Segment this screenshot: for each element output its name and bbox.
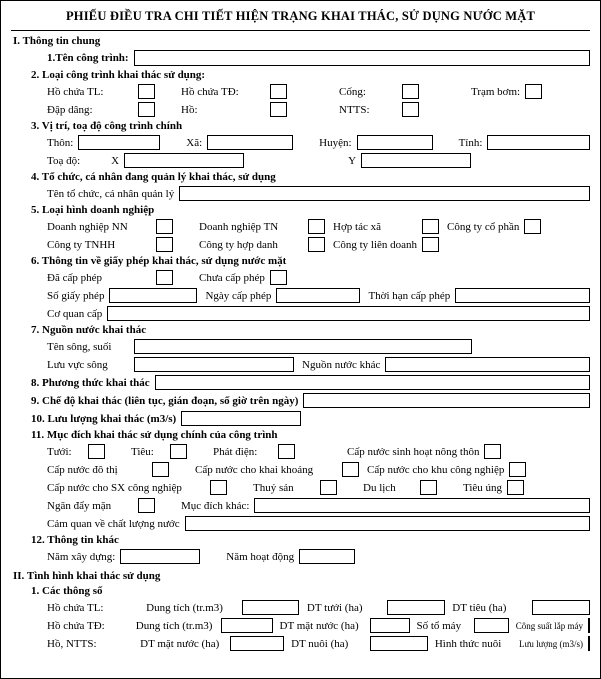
input-x[interactable] xyxy=(124,153,244,168)
row-river-name xyxy=(11,339,590,354)
label-huyen: Huyện: xyxy=(319,136,352,149)
label-cty-tnhh: Công ty TNHH xyxy=(47,238,116,251)
label-agency: Cơ quan cấp xyxy=(47,307,103,320)
label-license-date: Ngày cấp phép xyxy=(205,289,272,302)
label-cn-do-thi: Cấp nước đô thị xyxy=(47,463,118,476)
label-project-name: 1.Tên công trình: xyxy=(47,52,129,64)
item-5-heading: 5. Loại hình doanh nghiệp xyxy=(31,204,155,216)
label-luu-luong: Lưu lượng (m3/s) xyxy=(518,638,583,649)
label-operate-year: Năm hoạt động xyxy=(226,550,295,563)
input-manager[interactable] xyxy=(179,186,590,201)
label-so-to-may: Số tổ máy xyxy=(416,619,462,632)
input-project-name[interactable] xyxy=(134,50,590,66)
item-11-heading: 11. Mục đích khai thác sử dụng chính của công trình xyxy=(31,429,278,441)
label-htx: Hợp tác xã xyxy=(333,220,381,233)
label-x: X xyxy=(111,154,120,167)
label-dt-tieu: DT tiêu (ha) xyxy=(452,601,507,614)
checkbox-tuoi[interactable] xyxy=(88,444,105,459)
checkbox-dn-nn[interactable] xyxy=(156,219,173,234)
input-license-date[interactable] xyxy=(276,288,360,303)
input-dung-tich-tl[interactable] xyxy=(242,600,300,615)
checkbox-da-cap-phep[interactable] xyxy=(156,270,173,285)
label-tuoi: Tưới: xyxy=(47,445,72,458)
checkbox-chua-cap-phep[interactable] xyxy=(270,270,287,285)
checkbox-cty-tnhh[interactable] xyxy=(156,237,173,252)
input-license-no[interactable] xyxy=(109,288,197,303)
label-da-cap-phep: Đã cấp phép xyxy=(47,271,102,284)
label-dung-tich-tl: Dung tích (tr.m3) xyxy=(146,601,223,614)
label-basin: Lưu vực sông xyxy=(47,358,108,371)
label-dt-mat-nuoc-ntts: DT mặt nước (ha) xyxy=(140,637,220,650)
label-license-no: Số giấy phép xyxy=(47,289,105,302)
checkbox-ho[interactable] xyxy=(270,102,287,117)
item-4-heading: 4. Tổ chức, cá nhân đang quản lý khai thác, sử dụng xyxy=(31,171,276,183)
input-agency[interactable] xyxy=(107,306,590,321)
label-cn-sinh-hoat-nt: Cấp nước sinh hoạt nông thôn xyxy=(347,445,480,458)
row-location xyxy=(11,135,590,150)
checkbox-du-lich[interactable] xyxy=(420,480,437,495)
checkbox-htx[interactable] xyxy=(422,219,439,234)
row-license-agency xyxy=(11,306,590,321)
row-basin xyxy=(11,357,590,372)
table-row-ho-chua-td xyxy=(11,618,590,633)
checkbox-cty-ld[interactable] xyxy=(422,237,439,252)
label-cty-cp: Công ty cổ phần xyxy=(447,220,520,233)
label-dn-nn: Doanh nghiệp NN xyxy=(47,220,128,233)
label-row-ho-ntts: Hồ, NTTS: xyxy=(47,637,97,650)
label-water-quality: Cảm quan về chất lượng nước xyxy=(47,517,180,530)
label-tram-bom: Trạm bơm: xyxy=(471,85,521,98)
label-cn-sx-cn: Cấp nước cho SX công nghiệp xyxy=(47,481,182,494)
row-license-status xyxy=(11,270,590,285)
row-water-quality xyxy=(11,516,590,531)
row-salt-other xyxy=(11,498,590,513)
label-y: Y xyxy=(348,154,357,167)
input-extraction-method[interactable] xyxy=(155,375,590,390)
label-build-year: Năm xây dựng: xyxy=(47,550,116,563)
checkbox-cn-do-thi[interactable] xyxy=(152,462,169,477)
input-other-source[interactable] xyxy=(385,357,590,372)
label-other-purpose: Mục đích khác: xyxy=(181,499,250,512)
input-dt-nuoi[interactable] xyxy=(370,636,428,651)
section-1-heading: I. Thông tin chung xyxy=(13,35,101,47)
label-xa: Xã: xyxy=(186,136,203,149)
input-extraction-regime[interactable] xyxy=(303,393,590,408)
input-river[interactable] xyxy=(134,339,472,354)
table-row-ho-ntts xyxy=(11,636,590,651)
label-cn-kcn: Cấp nước cho khu công nghiệp xyxy=(367,463,505,476)
checkbox-tieu[interactable] xyxy=(170,444,187,459)
input-dung-tich-td[interactable] xyxy=(221,618,273,633)
label-license-term: Thời hạn cấp phép xyxy=(368,289,451,302)
label-thon: Thôn: xyxy=(47,136,74,149)
row-coordinates xyxy=(11,153,590,168)
input-dt-tieu[interactable] xyxy=(532,600,590,615)
row-business-type-1 xyxy=(11,219,590,234)
checkbox-phat-dien[interactable] xyxy=(278,444,295,459)
input-flow-rate[interactable] xyxy=(181,411,301,426)
checkbox-dn-tn[interactable] xyxy=(308,219,325,234)
item-2-heading: 2. Loại công trình khai thác sử dụng: xyxy=(31,69,206,81)
label-cty-hd: Công ty hợp danh xyxy=(199,238,278,251)
input-y[interactable] xyxy=(361,153,471,168)
row-purpose-2 xyxy=(11,462,590,477)
row-work-type-1 xyxy=(11,84,590,99)
input-luu-luong[interactable] xyxy=(588,636,590,651)
input-xa[interactable] xyxy=(207,135,293,150)
checkbox-dap-dang[interactable] xyxy=(138,102,155,117)
input-basin[interactable] xyxy=(134,357,294,372)
label-other-source: Nguồn nước khác xyxy=(302,358,381,371)
section-2-heading: II. Tình hình khai thác sử dụng xyxy=(13,570,161,582)
label-cty-ld: Công ty liên doanh xyxy=(333,238,418,251)
input-build-year[interactable] xyxy=(120,549,200,564)
label-row-ho-chua-tl: Hồ chứa TL: xyxy=(47,601,104,614)
row-item-8 xyxy=(11,375,590,390)
row-item-9 xyxy=(11,393,590,408)
checkbox-cn-khai-khoang[interactable] xyxy=(342,462,359,477)
input-dt-mat-nuoc-td[interactable] xyxy=(370,618,410,633)
label-river: Tên sông, suối xyxy=(47,340,112,353)
row-work-type-2 xyxy=(11,102,590,117)
input-dt-mat-nuoc-ntts[interactable] xyxy=(230,636,284,651)
row-manager xyxy=(11,186,590,201)
checkbox-thuy-san[interactable] xyxy=(320,480,337,495)
section-2-item-1-heading: 1. Các thông số xyxy=(31,585,103,597)
label-manager: Tên tổ chức, cá nhân quản lý xyxy=(47,187,175,200)
label-toa-do: Toạ độ: xyxy=(47,154,81,167)
checkbox-tram-bom[interactable] xyxy=(525,84,542,99)
label-ntts: NTTS: xyxy=(339,103,370,116)
item-6-heading: 6. Thông tin về giấy phép khai thác, sử dụng nước mặt xyxy=(31,255,287,267)
input-water-quality[interactable] xyxy=(185,516,590,531)
checkbox-cn-sinh-hoat-nt[interactable] xyxy=(484,444,501,459)
item-3-heading: 3. Vị trí, toạ độ công trình chính xyxy=(31,120,183,132)
row-purpose-1 xyxy=(11,444,590,459)
checkbox-ngan-day-man[interactable] xyxy=(138,498,155,513)
label-ho: Hồ: xyxy=(181,103,198,116)
checkbox-tieu-ung[interactable] xyxy=(507,480,524,495)
checkbox-ho-chua-tl[interactable] xyxy=(138,84,155,99)
label-dt-tuoi: DT tưới (ha) xyxy=(306,601,363,614)
checkbox-cty-cp[interactable] xyxy=(524,219,541,234)
label-cong-suat-lap-may: Công suất lắp máy xyxy=(515,620,584,631)
input-so-to-may[interactable] xyxy=(474,618,508,633)
table-row-ho-chua-tl xyxy=(11,600,590,615)
label-du-lich: Du lịch xyxy=(363,481,396,494)
label-dn-tn: Doanh nghiệp TN xyxy=(199,220,279,233)
label-hinh-thuc-nuoi: Hình thức nuôi xyxy=(434,637,502,650)
label-dt-nuoi: DT nuôi (ha) xyxy=(291,637,349,650)
input-huyen[interactable] xyxy=(357,135,433,150)
label-phat-dien: Phát điện: xyxy=(213,445,258,458)
checkbox-ho-chua-td[interactable] xyxy=(270,84,287,99)
row-years xyxy=(11,549,590,564)
input-operate-year[interactable] xyxy=(299,549,355,564)
input-license-term[interactable] xyxy=(455,288,590,303)
checkbox-cong[interactable] xyxy=(402,84,419,99)
item-10-heading: 10. Lưu lượng khai thác (m3/s) xyxy=(31,412,177,425)
item-12-heading: 12. Thông tin khác xyxy=(31,534,119,546)
label-thuy-san: Thuỷ sản xyxy=(253,481,294,494)
checkbox-ntts[interactable] xyxy=(402,102,419,117)
page-title: PHIẾU ĐIỀU TRA CHI TIẾT HIỆN TRẠNG KHAI THÁC, SỬ DỤNG NƯỚC MẶT xyxy=(65,9,536,23)
input-dt-tuoi[interactable] xyxy=(387,600,445,615)
item-9-heading: 9. Chế độ khai thác (liên tục, gián đoạn, số giờ trên ngày) xyxy=(31,394,299,407)
label-cn-khai-khoang: Cấp nước cho khai khoáng xyxy=(195,463,314,476)
label-dung-tich-td: Dung tích (tr.m3) xyxy=(135,619,213,632)
label-cong: Cống: xyxy=(339,85,366,98)
item-7-heading: 7. Nguồn nước khai thác xyxy=(31,324,147,336)
label-ho-chua-tl: Hồ chứa TL: xyxy=(47,85,104,98)
row-business-type-2 xyxy=(11,237,590,252)
label-tinh: Tỉnh: xyxy=(458,136,483,149)
label-dt-mat-nuoc-td: DT mặt nước (ha) xyxy=(279,619,359,632)
checkbox-cn-kcn[interactable] xyxy=(509,462,526,477)
row-purpose-3 xyxy=(11,480,590,495)
input-other-purpose[interactable] xyxy=(254,498,590,513)
label-tieu-ung: Tiêu úng xyxy=(463,481,503,494)
label-tieu: Tiêu: xyxy=(131,445,154,458)
title-divider xyxy=(11,30,590,31)
input-tinh[interactable] xyxy=(487,135,590,150)
row-item-10 xyxy=(11,411,590,426)
checkbox-cn-sx-cn[interactable] xyxy=(210,480,227,495)
label-ngan-day-man: Ngăn đẩy mặn xyxy=(47,499,112,512)
item-8-heading: 8. Phương thức khai thác xyxy=(31,376,150,389)
row-license-details xyxy=(11,288,590,303)
label-dap-dang: Đập dâng: xyxy=(47,103,93,116)
row-project-name xyxy=(11,50,590,66)
checkbox-cty-hd[interactable] xyxy=(308,237,325,252)
input-thon[interactable] xyxy=(78,135,160,150)
label-chua-cap-phep: Chưa cấp phép xyxy=(199,271,265,284)
label-ho-chua-td: Hồ chứa TĐ: xyxy=(181,85,239,98)
input-cong-suat-lap-may[interactable] xyxy=(588,618,590,633)
label-row-ho-chua-td: Hồ chứa TĐ: xyxy=(47,619,105,632)
